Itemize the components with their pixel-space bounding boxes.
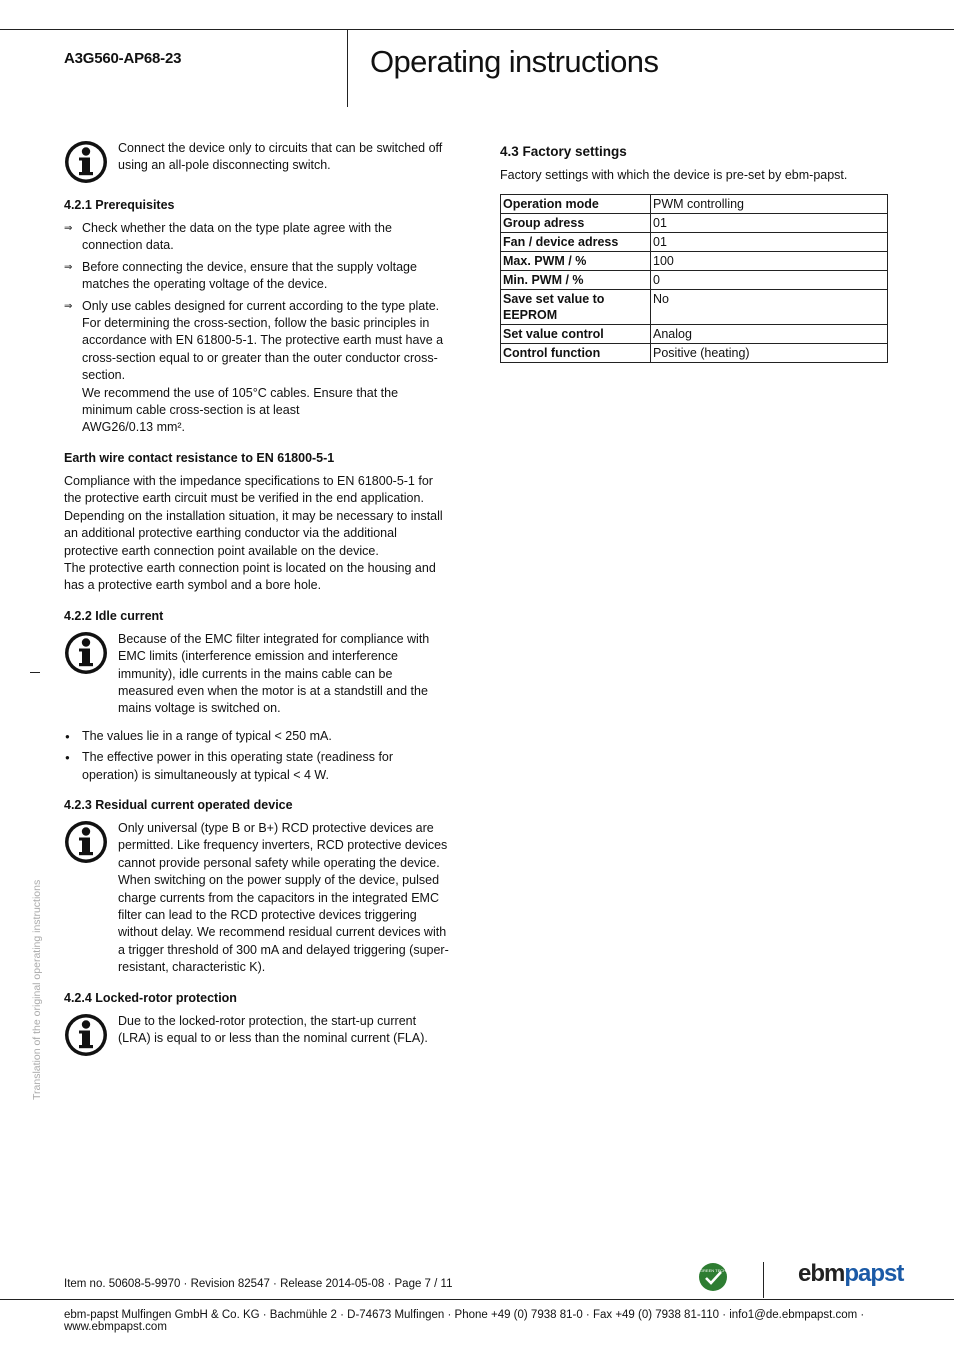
green-tech-label: GREEN TECH xyxy=(699,1268,727,1273)
note-text: Only universal (type B or B+) RCD protective devices are permitted. Like frequency inverters, RCD protective devices cannot provide personal safety while operating the device. When switching on the power supply of the device, pulsed charge currents from the capacitors in the integrated EMC filter can lead to the RCD protective devices triggering without delay. We recommend residual current devices with a trigger threshold of 300 mA and delayed triggering (super-resistant, characteristic K). xyxy=(118,820,449,975)
setting-value: Positive (heating) xyxy=(651,344,888,363)
green-tech-badge-icon xyxy=(698,1262,728,1292)
earth-paragraph xyxy=(64,473,450,595)
earth-heading: Earth wire contact resistance to EN 61800-5-1 xyxy=(64,450,335,465)
setting-name: Operation mode xyxy=(501,195,651,214)
idle-current-list xyxy=(64,728,450,784)
table-row xyxy=(501,290,888,325)
note-text: Connect the device only to circuits that can be switched off using an all-pole disconnecting switch. xyxy=(118,141,443,173)
setting-value: No xyxy=(651,290,888,325)
left-column xyxy=(64,140,450,1067)
cable-recommendation: We recommend the use of 105°C cables. Ensure that the minimum cable cross-section is at least xyxy=(82,385,399,418)
prerequisites-list xyxy=(64,220,450,437)
cross-section-text: For determining the cross-section, follow the basic principles in accordance with EN 61800-5-1. The protective earth must have a cross-section equal to or greater than the outer conductor cross-section. xyxy=(82,316,444,383)
margin-mark xyxy=(30,672,40,673)
header-divider xyxy=(347,29,348,107)
awg-value: AWG26/0.13 mm². xyxy=(82,420,186,435)
model-number: A3G560-AP68-23 xyxy=(64,50,182,67)
footer-company: ebm-papst Mulfingen GmbH & Co. KG · Bachmühle 2 · D-74673 Mulfingen · Phone +49 (0) 7938 81-0 · Fax +49 (0) 7938 81-110 · info1@de.ebmpapst.com · www.ebmpapst.com xyxy=(64,1309,865,1333)
earth-p3: The protective earth connection point is located on the housing and has a protective earth symbol and a bore hole. xyxy=(64,560,436,593)
table-row xyxy=(501,233,888,252)
setting-name: Control function xyxy=(501,344,651,363)
section-4-2-4-heading: 4.2.4 Locked-rotor protection xyxy=(64,990,237,1005)
info-icon xyxy=(64,140,108,184)
section-4-2-3-heading: 4.2.3 Residual current operated device xyxy=(64,797,293,812)
setting-name: Min. PWM / % xyxy=(501,271,651,290)
info-note-rcd xyxy=(64,820,450,977)
table-row xyxy=(501,325,888,344)
logo-part-b: papst xyxy=(844,1260,904,1287)
logo-part-a: ebm xyxy=(798,1260,845,1287)
table-row xyxy=(501,271,888,290)
table-row xyxy=(501,344,888,363)
factory-settings-table xyxy=(500,194,888,363)
footer-item-info: Item no. 50608-5-9970 · Revision 82547 · Release 2014-05-08 · Page 7 / 11 xyxy=(64,1278,453,1290)
setting-name: Save set value to EEPROM xyxy=(501,290,651,325)
section-4-2-2-heading: 4.2.2 Idle current xyxy=(64,608,164,623)
list-item: ● The values lie in a range of typical < 250 mA. xyxy=(64,728,450,745)
note-text: Because of the EMC filter integrated for compliance with EMC limits (interference emission and interference immunity), idle currents in the mains cable can be measured even when the motor is at a standstill and the mains voltage is switched on. xyxy=(118,631,430,716)
table-row xyxy=(501,195,888,214)
info-icon xyxy=(64,1013,108,1057)
setting-name: Group adress xyxy=(501,214,651,233)
list-item: ⇒ Before connecting the device, ensure that the supply voltage matches the operating voltage of the device. xyxy=(64,259,450,294)
section-4-2-1-heading: 4.2.1 Prerequisites xyxy=(64,198,175,212)
setting-value: 100 xyxy=(651,252,888,271)
setting-value: PWM controlling xyxy=(651,195,888,214)
setting-name: Set value control xyxy=(501,325,651,344)
setting-value: 01 xyxy=(651,214,888,233)
table-row xyxy=(501,214,888,233)
ebmpapst-logo xyxy=(798,1260,903,1288)
right-column xyxy=(500,140,888,363)
earth-p1: Compliance with the impedance specifications to EN 61800-5-1 for the protective earth circuit must be verified in the end application. xyxy=(64,473,433,506)
list-item xyxy=(64,298,450,437)
earth-p2: Depending on the installation situation, it may be necessary to install an additional protective earthing conductor via the additional protective earth connection point available on the device. xyxy=(64,508,443,558)
setting-name: Fan / device adress xyxy=(501,233,651,252)
table-row xyxy=(501,252,888,271)
info-icon xyxy=(64,820,108,864)
footer-rule xyxy=(0,1299,954,1300)
side-caption: Translation of the original operating instructions xyxy=(31,879,43,1100)
list-item: ⇒ Check whether the data on the type plate agree with the connection data. xyxy=(64,220,450,255)
setting-value: 01 xyxy=(651,233,888,252)
section-4-3-heading: 4.3 Factory settings xyxy=(500,144,627,159)
logo-divider xyxy=(763,1262,764,1298)
list-item-text: Only use cables designed for current according to the type plate. xyxy=(82,298,440,313)
info-icon xyxy=(64,631,108,675)
info-note-locked-rotor xyxy=(64,1013,450,1057)
page-title: Operating instructions xyxy=(370,44,659,79)
setting-value: Analog xyxy=(651,325,888,344)
list-item: ● The effective power in this operating state (readiness for operation) is simultaneously at typical < 4 W. xyxy=(64,749,450,784)
setting-value: 0 xyxy=(651,271,888,290)
info-note-idle xyxy=(64,631,450,718)
note-text: Due to the locked-rotor protection, the start-up current (LRA) is equal to or less than the nominal current (FLA). xyxy=(118,1013,428,1046)
setting-name: Max. PWM / % xyxy=(501,252,651,271)
header-top-rule xyxy=(0,29,954,30)
factory-intro: Factory settings with which the device is pre-set by ebm-papst. xyxy=(500,168,848,182)
info-note-switch xyxy=(64,140,450,184)
